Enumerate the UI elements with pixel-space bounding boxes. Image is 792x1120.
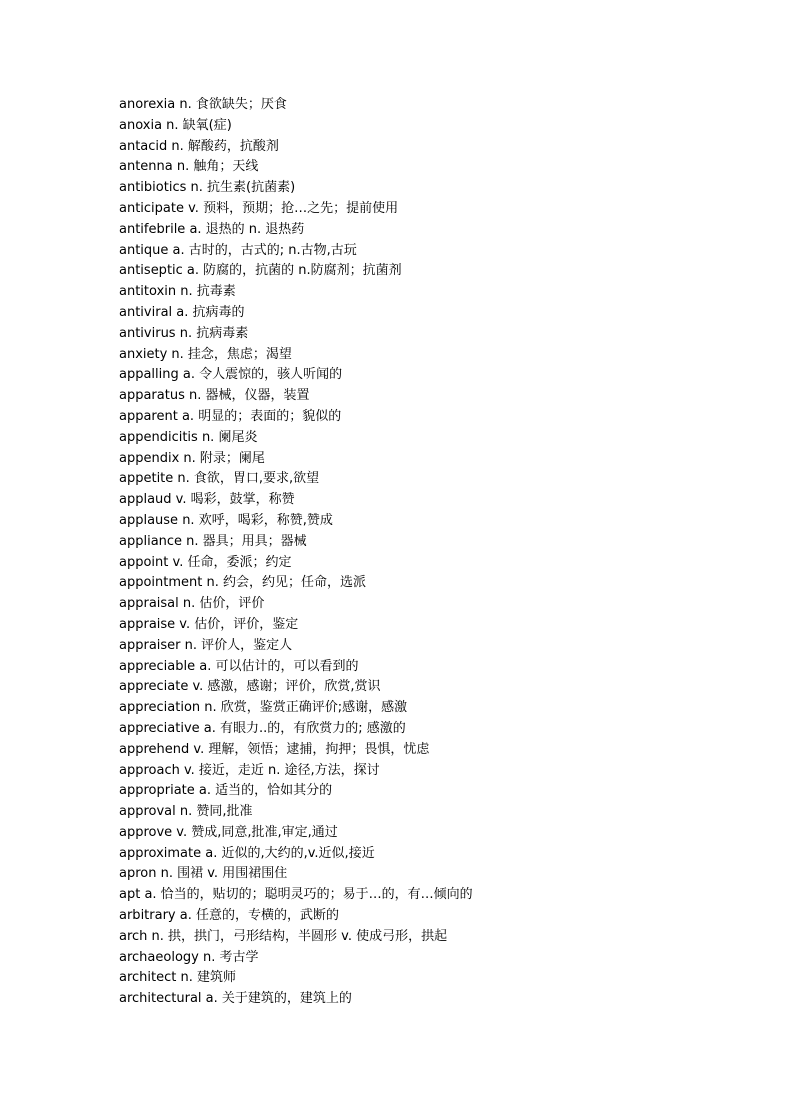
- list-item: approve v. 赞成,同意,批准,审定,通过: [119, 824, 338, 840]
- list-item: arbitrary a. 任意的，专横的，武断的: [119, 908, 339, 924]
- list-item: anorexia n. 食欲缺失；厌食: [119, 97, 287, 112]
- list-item: appreciate v. 感激，感谢；评价，欣赏,赏识: [119, 679, 381, 695]
- list-item: apron n. 围裙 v. 用围裙围住: [119, 866, 288, 882]
- list-item: appendix n. 附录；阑尾: [119, 450, 265, 466]
- list-item: appliance n. 器具；用具；器械: [119, 533, 307, 549]
- list-item: antiseptic a. 防腐的，抗菌的 n.防腐剂；抗菌剂: [119, 263, 402, 279]
- list-item: appraiser n. 评价人，鉴定人: [119, 637, 293, 653]
- list-item: approach v. 接近，走近 n. 途径,方法，探讨: [119, 762, 380, 778]
- list-item: antifebrile a. 退热的 n. 退热药: [119, 221, 305, 237]
- list-item: arch n. 拱，拱门，弓形结构，半圆形 v. 使成弓形，拱起: [119, 928, 448, 944]
- list-item: antenna n. 触角；天线: [119, 159, 259, 175]
- list-item: antibiotics n. 抗生素(抗菌素): [119, 180, 296, 196]
- list-item: anxiety n. 挂念，焦虑；渴望: [119, 346, 292, 362]
- list-item: appetite n. 食欲，胃口,要求,欲望: [119, 471, 320, 487]
- list-item: architectural a. 关于建筑的，建筑上的: [119, 991, 352, 1007]
- list-item: applaud v. 喝彩，鼓掌，称赞: [119, 492, 295, 508]
- list-item: appropriate a. 适当的，恰如其分的: [119, 783, 333, 799]
- list-item: archaeology n. 考古学: [119, 949, 259, 965]
- list-item: appraisal n. 估价，评价: [119, 596, 265, 612]
- list-item: anoxia n. 缺氧(症): [119, 117, 232, 133]
- list-item: apt a. 恰当的，贴切的；聪明灵巧的；易于…的，有…倾向的: [119, 887, 473, 903]
- list-item: antacid n. 解酸药，抗酸剂: [119, 138, 279, 154]
- list-item: appendicitis n. 阑尾炎: [119, 429, 258, 445]
- list-item: approval n. 赞同,批准: [119, 804, 253, 820]
- list-item: apparatus n. 器械，仪器，装置: [119, 388, 310, 404]
- list-item: appreciation n. 欣赏，鉴赏正确评价;感谢，感激: [119, 700, 408, 716]
- list-item: appraise v. 估价，评价，鉴定: [119, 616, 299, 632]
- list-item: appointment n. 约会，约见；任命，选派: [119, 575, 367, 591]
- list-item: anticipate v. 预料，预期；抢…之先；提前使用: [119, 200, 399, 216]
- list-item: architect n. 建筑师: [119, 970, 237, 986]
- list-item: appoint v. 任命，委派；约定: [119, 554, 292, 570]
- list-item: antiviral a. 抗病毒的: [119, 304, 245, 320]
- list-item: appalling a. 令人震惊的，骇人听闻的: [119, 367, 343, 383]
- list-item: antitoxin n. 抗毒素: [119, 284, 236, 300]
- list-item: applause n. 欢呼，喝彩，称赞,赞成: [119, 512, 333, 528]
- vocabulary-list: [119, 95, 759, 1010]
- list-item: antique a. 古时的，古式的; n.古物,古玩: [119, 242, 357, 258]
- list-item: appreciable a. 可以估计的，可以看到的: [119, 658, 359, 674]
- list-item: approximate a. 近似的,大约的,v.近似,接近: [119, 845, 375, 861]
- list-item: appreciative a. 有眼力..的，有欣赏力的; 感激的: [119, 720, 406, 736]
- list-item: apparent a. 明显的；表面的；貌似的: [119, 408, 342, 424]
- list-item: antivirus n. 抗病毒素: [119, 325, 249, 341]
- list-item: apprehend v. 理解，领悟；逮捕，拘押；畏惧，忧虑: [119, 741, 430, 757]
